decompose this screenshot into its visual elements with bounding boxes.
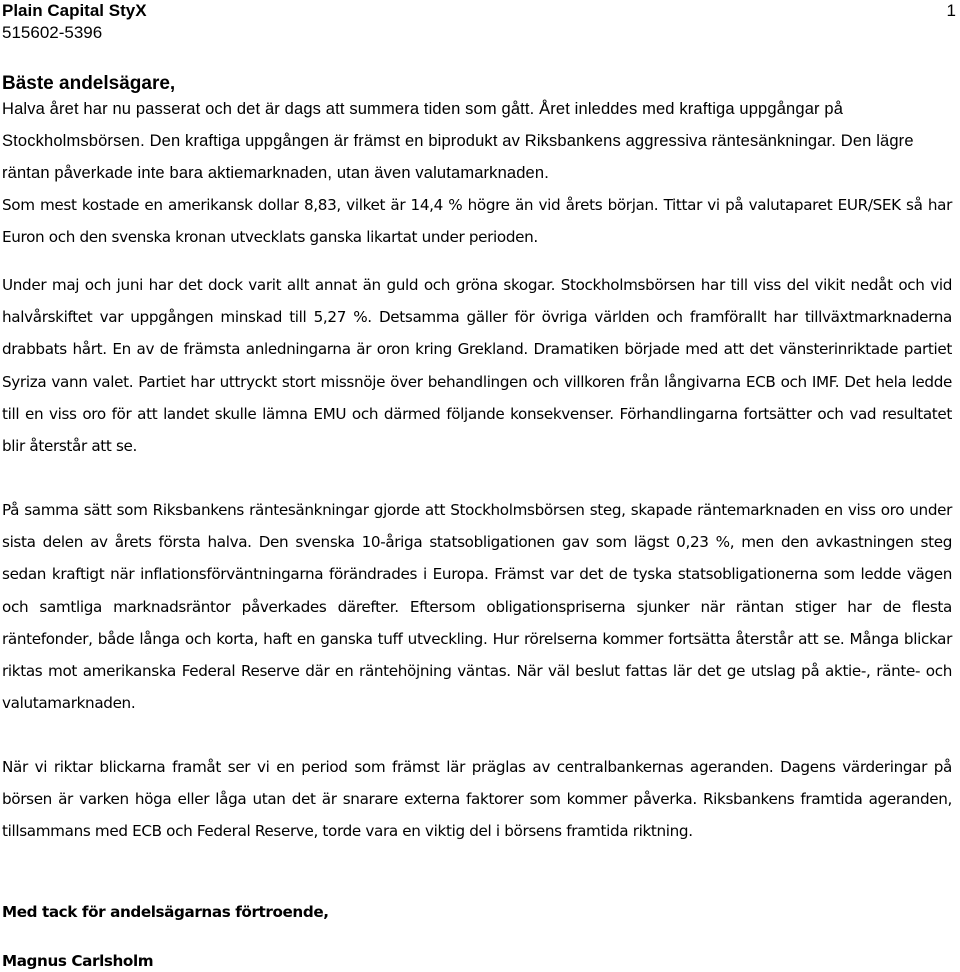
- org-number: 515602-5396: [2, 23, 103, 42]
- paragraph-1: [2, 93, 952, 189]
- salutation: Bäste andelsägare,: [2, 73, 176, 94]
- paragraph-1-rest: Som mest kostade en amerikansk dollar 8,83, vilket är 14,4 % högre än vid årets början. Tittar vi på valutaparet EUR/SEK så har Euron och den svenska kronan utvecklats ganska likartat under perioden.: [2, 196, 952, 247]
- page-number: 1: [946, 1, 956, 20]
- company-name: Plain Capital StyX: [2, 1, 147, 20]
- paragraph-3: På samma sätt som Riksbankens räntesänkningar gjorde att Stockholmsbörsen steg, skapade räntemarknaden en viss oro under sista delen av årets första halva. Den svenska 10-åriga statsobligationen gav som lägst 0,23 %, men den avkastningen steg sedan kraftigt när inflationsförväntningarna förändrades i Europa. Främst var det de tyska statsobligationerna som ledde vägen och samtliga marknadsräntor påverkades därefter. Eftersom obligationspriserna sjunker när räntan stiger har de flesta räntefonder, både långa och korta, haft en ganska tuff utveckling. Hur rörelserna kommer fortsätta återstår att se. Många blickar riktas mot amerikanska Federal Reserve där en räntehöjning väntas. När väl beslut fattas lär det ge utslag på aktie-, ränte- och valutamarknaden.: [2, 501, 952, 713]
- paragraph-1-continuation: [2, 189, 952, 253]
- signature: Magnus Carlsholm: [2, 952, 154, 970]
- paragraph-1-intro: Halva året har nu passerat och det är dags att summera tiden som gått. Året inleddes med kraftiga uppgångar på Stockholmsbörsen. Den kraftiga uppgången är främst en biprodukt av Riksbankens aggressiva räntesänkningar. Den lägre räntan påverkade inte bara aktiemarknaden, utan även valutamarknaden.: [2, 100, 914, 182]
- paragraph-4: När vi riktar blickarna framåt ser vi en period som främst lär präglas av centralbankernas ageranden. Dagens värderingar på börsen är varken höga eller låga utan det är snarare externa faktorer som kommer påverka. Riksbankens framtida ageranden, tillsammans med ECB och Federal Reserve, torde vara en viktig del i börsens framtida riktning.: [2, 758, 952, 841]
- paragraph-2: Under maj och juni har det dock varit allt annat än guld och gröna skogar. Stockholmsbörsen har till viss del vikit nedåt och vid halvårskiftet var uppgången minskad till 5,27 %. Detsamma gäller för övriga världen och framförallt har tillväxtmarknaderna drabbats hårt. En av de främsta anledningarna är oron kring Grekland. Dramatiken började med att det vänsterinriktade partiet Syriza vann valet. Partiet har uttryckt stort missnöje över behandlingen och villkoren från långivarna ECB och IMF. Det hela ledde till en viss oro för att landet skulle lämna EMU och därmed följande konsekvenser. Förhandlingarna fortsätter och vad resultatet blir återstår att se.: [2, 276, 952, 456]
- closing-line: Med tack för andelsägarnas förtroende,: [2, 903, 329, 921]
